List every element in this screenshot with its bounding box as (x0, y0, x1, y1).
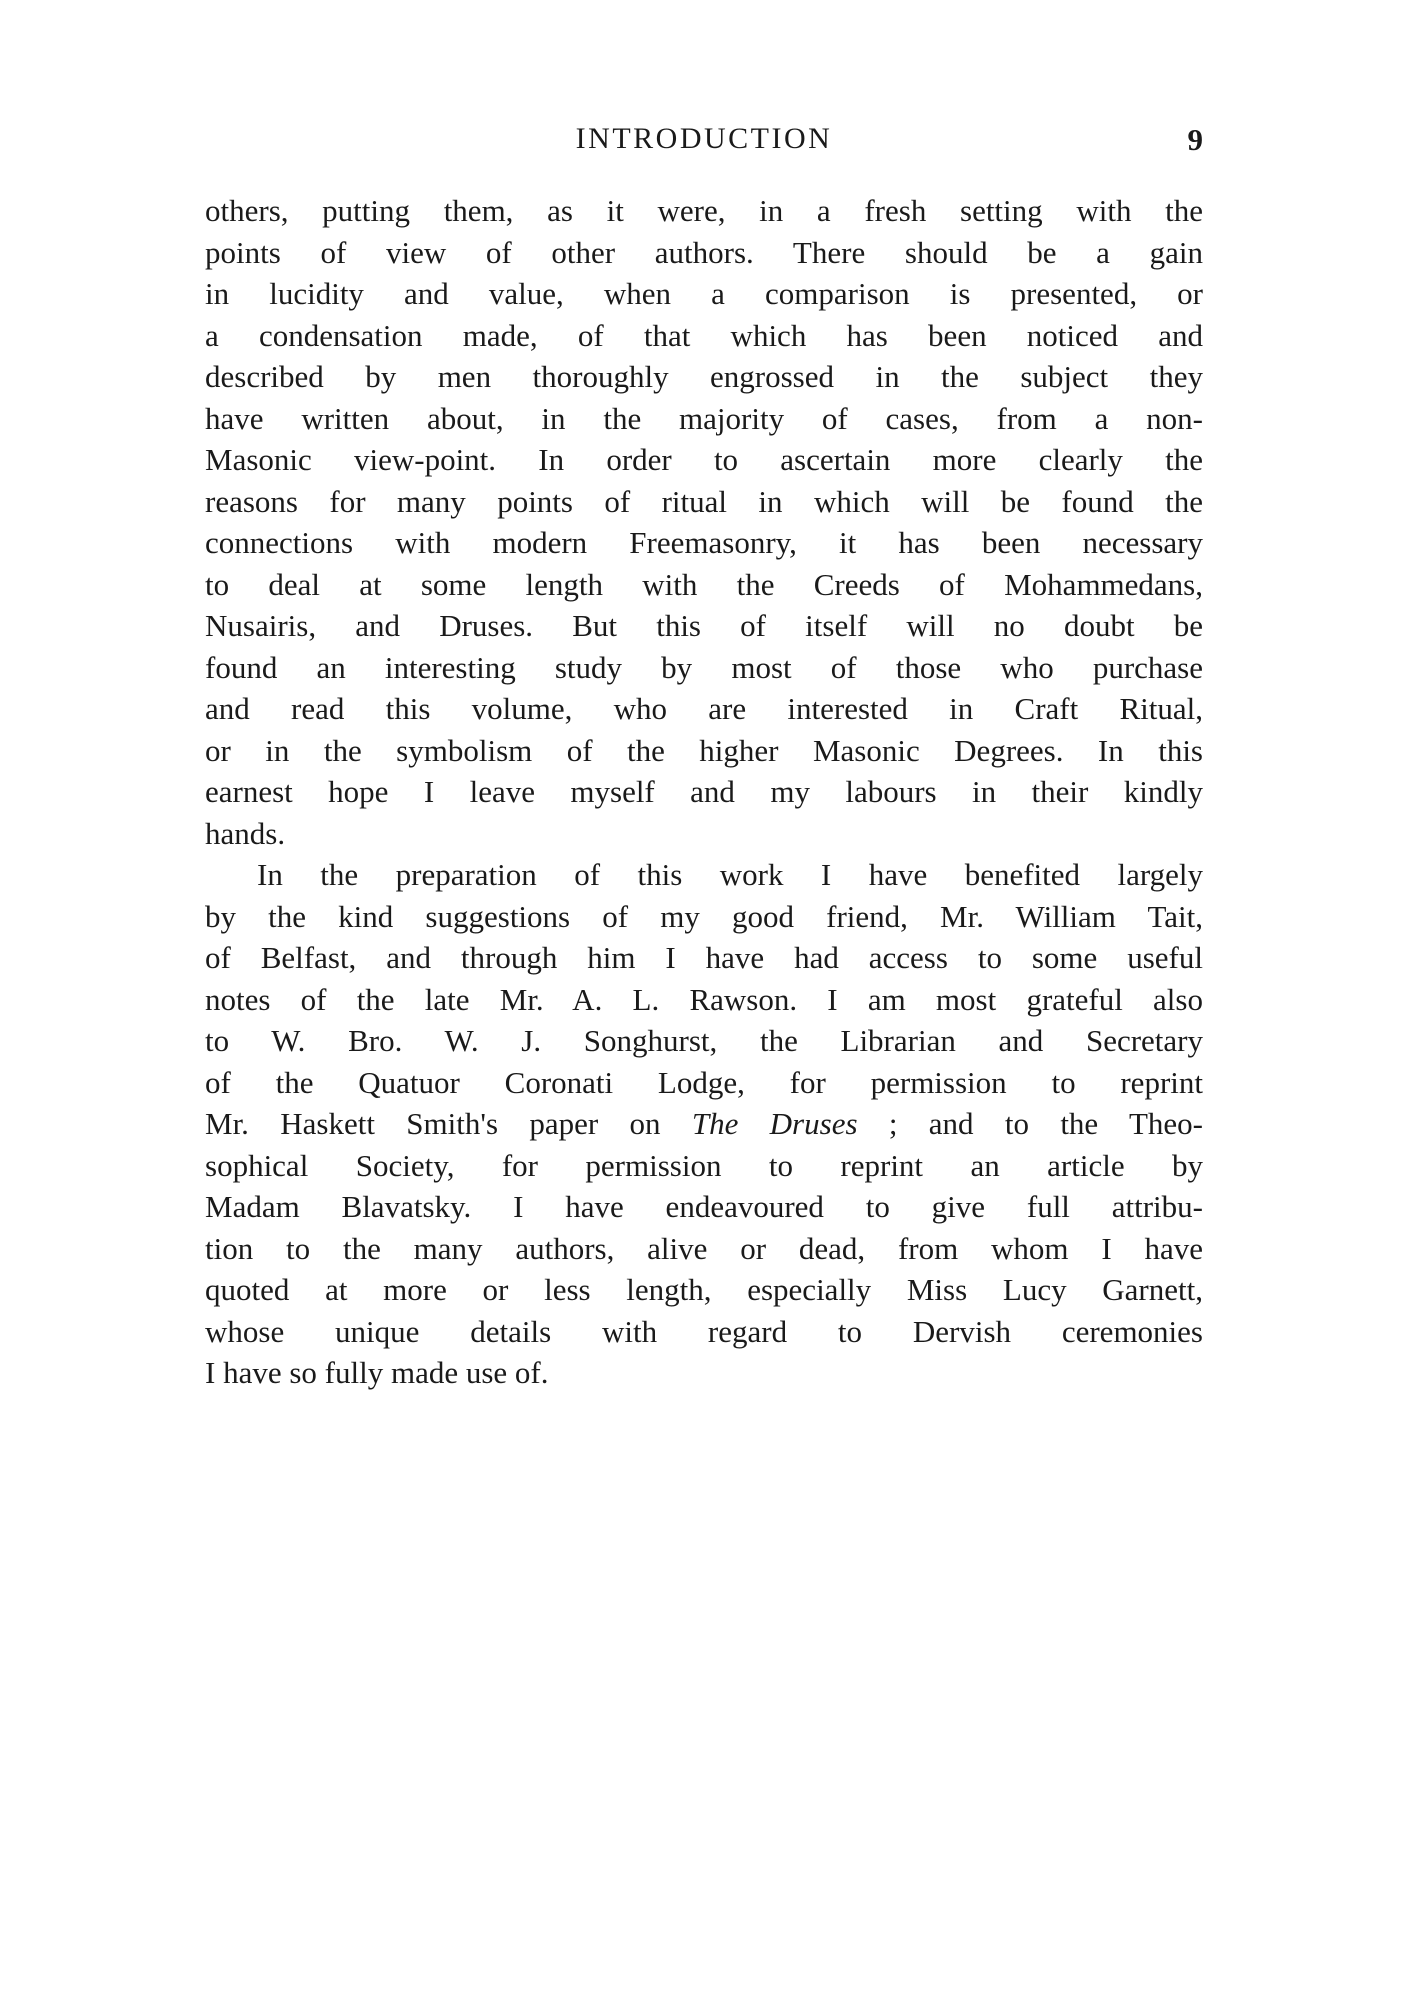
text-line: by the kind suggestions of my good friend, Mr. William Tait, (205, 898, 1203, 934)
text-line: to W. Bro. W. J. Songhurst, the Librarian and Secretary (205, 1023, 1203, 1058)
text-line: notes of the late Mr. A. L. Rawson. I am most grateful also (205, 981, 1203, 1017)
text-line: of the Quatuor Coronati Lodge, for permission to reprint (205, 1064, 1203, 1100)
text-line: Nusairis, and Druses. But this of itself will no doubt be (205, 608, 1203, 643)
text-line: quoted at more or less length, especially Miss Lucy Garnett, (205, 1272, 1203, 1307)
text-line: tion to the many authors, alive or dead, from whom I have (205, 1230, 1203, 1266)
text-line: others, putting them, as it were, in a fresh setting with the (205, 193, 1203, 228)
body-text (205, 190, 1203, 1394)
text-line: reasons for many points of ritual in which will be found the (205, 483, 1203, 519)
text-line: to deal at some length with the Creeds of Mohammedans, (205, 566, 1203, 602)
text-line: described by men thoroughly engrossed in the subject they (205, 359, 1203, 394)
text-line: I have so fully made use of. (205, 1355, 549, 1390)
text-line: in lucidity and value, when a comparison is presented, or (205, 276, 1203, 311)
running-title: INTRODUCTION (575, 122, 833, 155)
paragraph-2 (205, 854, 1203, 1394)
running-head (205, 122, 1203, 162)
text-line: or in the symbolism of the higher Masonic Degrees. In this (205, 732, 1203, 768)
text-line: In the preparation of this work I have benefited largely (257, 857, 1203, 892)
text-line: sophical Society, for permission to reprint an article by (205, 1147, 1203, 1183)
text-line: found an interesting study by most of those who purchase (205, 649, 1203, 685)
text-line: a condensation made, of that which has been noticed and (205, 317, 1203, 353)
text-line: Madam Blavatsky. I have endeavoured to give full attribu- (205, 1189, 1203, 1224)
italic-book-title: The Druses (691, 1106, 858, 1141)
line-text-before: Mr. Haskett Smith's paper on (205, 1106, 692, 1141)
text-line: and read this volume, who are interested in Craft Ritual, (205, 691, 1203, 726)
text-line: of Belfast, and through him I have had access to some useful (205, 940, 1203, 975)
text-line: have written about, in the majority of cases, from a non- (205, 400, 1203, 436)
text-line: connections with modern Freemasonry, it has been necessary (205, 525, 1203, 560)
text-line: points of view of other authors. There should be a gain (205, 234, 1203, 270)
text-line: hands. (205, 815, 286, 851)
text-line: Masonic view-point. In order to ascertain more clearly the (205, 442, 1203, 477)
text-line: earnest hope I leave myself and my labours in their kindly (205, 774, 1203, 809)
line-text-after: ; and to the Theo- (857, 1106, 1203, 1141)
text-line: whose unique details with regard to Dervish ceremonies (205, 1313, 1203, 1349)
page-number: 9 (1187, 122, 1203, 157)
text-line-with-italic-title (205, 1103, 1203, 1145)
paragraph-1 (205, 190, 1203, 854)
